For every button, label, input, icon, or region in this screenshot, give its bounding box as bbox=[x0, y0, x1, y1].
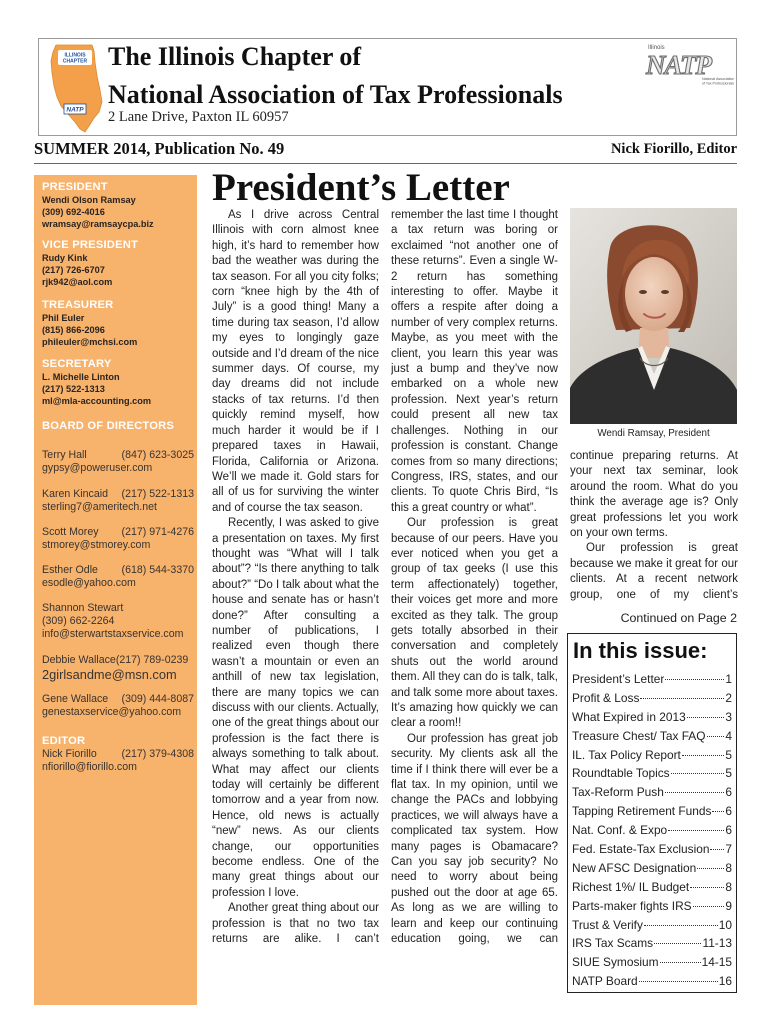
board-member-email: gypsy@poweruser.com bbox=[42, 462, 153, 474]
board-member-email: sterling7@ameritech.net bbox=[42, 501, 157, 513]
toc-item bbox=[572, 783, 732, 802]
officer-treasurer bbox=[42, 298, 194, 349]
toc-item-page: 6 bbox=[725, 823, 732, 838]
toc-item bbox=[572, 670, 732, 689]
board-member-email: esodle@yahoo.com bbox=[42, 577, 136, 589]
officer-president bbox=[42, 180, 194, 231]
toc-item-label: Richest 1%/ IL Budget bbox=[572, 879, 690, 894]
toc-item-label: Roundtable Topics bbox=[572, 766, 670, 781]
toc-item-page: 1 bbox=[725, 672, 732, 686]
board-member bbox=[42, 526, 194, 552]
toc-item-page: 11-13 bbox=[702, 936, 732, 951]
toc-item-page: 2 bbox=[725, 690, 732, 705]
officer-phone: (815) 866-2096 bbox=[42, 325, 105, 336]
board-member-name: Shannon Stewart bbox=[42, 602, 124, 614]
toc-item bbox=[572, 746, 732, 765]
board-member bbox=[42, 564, 194, 590]
board-member-name-line bbox=[42, 564, 194, 577]
toc-list bbox=[572, 670, 732, 991]
officer-phone: (217) 726-6707 bbox=[42, 265, 105, 276]
board-member-email: stmorey@stmorey.com bbox=[42, 539, 151, 551]
toc-item-label: Treasure Chest/ Tax FAQ bbox=[572, 728, 706, 743]
toc-item bbox=[572, 934, 732, 953]
board-member-name: Gene Wallace bbox=[42, 693, 109, 705]
board-member-phone: (309) 662-2264 bbox=[42, 615, 115, 627]
officer-name: Rudy Kink bbox=[42, 253, 88, 263]
officer-email: wramsay@ramsaycpa.biz bbox=[42, 219, 154, 230]
toc-item-page: 10 bbox=[718, 917, 732, 932]
officer-phone: (309) 692-4016 bbox=[42, 207, 105, 218]
toc-item bbox=[572, 821, 732, 840]
masthead-address: 2 Lane Drive, Paxton IL 60957 bbox=[108, 109, 289, 125]
officer-role: TREASURER bbox=[42, 299, 114, 311]
board-member-name-line bbox=[42, 654, 194, 667]
masthead-title-line1: The Illinois Chapter of bbox=[108, 42, 362, 71]
toc-leader bbox=[660, 961, 701, 963]
board-member-phone: (217) 971-4276 bbox=[121, 526, 194, 538]
toc-item bbox=[572, 840, 732, 859]
toc-leader bbox=[697, 867, 724, 869]
board-heading: BOARD OF DIRECTORS bbox=[42, 420, 175, 432]
board-member-name-line bbox=[42, 488, 194, 501]
editor-role: EDITOR bbox=[42, 735, 86, 747]
toc-item bbox=[572, 953, 732, 972]
editor-block bbox=[42, 734, 194, 774]
board-member-name: Scott Morey bbox=[42, 526, 99, 538]
officer-role: VICE PRESIDENT bbox=[42, 239, 139, 251]
toc-leader bbox=[707, 735, 725, 737]
illinois-chapter-logo bbox=[48, 42, 108, 134]
board-member-phone: (618) 544-3370 bbox=[121, 564, 194, 576]
toc-item-label: What Expired in 2013 bbox=[572, 709, 686, 724]
editor-name: Nick Fiorillo bbox=[42, 748, 97, 760]
officer-email: rjk942@aol.com bbox=[42, 277, 113, 288]
in-this-issue-box bbox=[567, 633, 737, 993]
toc-item bbox=[572, 708, 732, 727]
board-member-phone: (217) 522-1313 bbox=[121, 488, 194, 500]
paragraph: As I drive across Central Illinois with corn almost knee high, it’s hard to remember how bad the weather was during the tax season. For all you city folks; corn “knee high by the 4th of July” is a good thing! Many a time during tax season, I’d allow my eyes to longingly gaze outside and I’d dream of the nice summer days. Of course, my day dreams did not include stacks of tax returns. I’d then quickly remind myself, how much harder it would be if I prepared taxes in Hawaii, Florida, California or Arizona. We’ll we made it. Gold stars for all of us for surviving the winter and of course the tax season. bbox=[212, 209, 379, 514]
toc-item-label: SIUE Symosium bbox=[572, 955, 659, 970]
toc-item-label: Profit & Loss bbox=[572, 690, 640, 705]
toc-item-page: 4 bbox=[725, 728, 732, 743]
toc-item-page: 3 bbox=[725, 709, 732, 724]
board-heading-block bbox=[42, 419, 194, 433]
toc-leader bbox=[668, 829, 724, 831]
board-member-name-line bbox=[42, 693, 194, 706]
toc-item-page: 8 bbox=[725, 879, 732, 894]
masthead-title-line2: National Association of Tax Professionals bbox=[108, 80, 563, 109]
toc-item bbox=[572, 878, 732, 897]
article-column-2 bbox=[391, 208, 558, 994]
toc-heading: In this issue: bbox=[573, 638, 708, 663]
toc-leader bbox=[710, 848, 724, 850]
board-member-name-line bbox=[42, 449, 194, 462]
editor-email: nfiorillo@fiorillo.com bbox=[42, 761, 137, 773]
officer-email: ml@mla-accounting.com bbox=[42, 396, 152, 407]
paragraph: Recently, I was asked to give a presentation on taxes. My first thought was “What will I talk about”? “Is there anything to talk about?” “Do I talk about what the house and senate has or hasn’t done?” After consulting a number of publications, I realized even though there wasn’t a mountain or even an anthill of new tax legislation, there are many topics we can discuss with our clients. Actually, one of the great things about our profession is the fact there is always something to talk about. What may affect our clients today will certainly be different tomorrow and a year from now. Hence, old news is actually “new” news. As our clients change, our opportunities become endless. One of the many great things about our profession I love. bbox=[212, 517, 379, 899]
officer-phone: (217) 522-1313 bbox=[42, 384, 105, 395]
board-member bbox=[42, 488, 194, 514]
toc-item-label: NATP Board bbox=[572, 974, 638, 989]
board-member-phone: (217) 789-0239 bbox=[115, 654, 189, 666]
board-member bbox=[42, 449, 194, 475]
article-column-1 bbox=[212, 208, 379, 994]
toc-item bbox=[572, 764, 732, 783]
toc-leader bbox=[644, 924, 718, 926]
toc-item bbox=[572, 972, 732, 991]
paragraph: Our profession is great because we make it great for our clients. At a recent network group, one of my client’s bbox=[570, 542, 738, 601]
article-column-3 bbox=[570, 449, 738, 605]
svg-text:National Association: National Association bbox=[702, 77, 734, 81]
toc-item-page: 5 bbox=[725, 747, 732, 762]
toc-item-label: IL. Tax Policy Report bbox=[572, 747, 681, 762]
svg-text:ILLINOIS: ILLINOIS bbox=[64, 52, 86, 59]
paragraph: Another great thing about our profession is that no two tax returns are alike. I can’t bbox=[212, 902, 379, 946]
toc-item-page: 5 bbox=[725, 766, 732, 781]
paragraph: Our profession is great because of our peers. Have you ever noticed when you get a group of tax geeks (I use this term affectionately) together, their voices get more and more excited as they talk. The group gets totally absorbed in their conversation and completely shuts out the world around them. All they can do is talk, talk, and talk some more about taxes. It’s amazing how quickly we can clear a room!! bbox=[391, 517, 558, 730]
officer-name: Wendi Olson Ramsay bbox=[42, 195, 136, 205]
toc-item-page: 9 bbox=[725, 898, 732, 913]
toc-leader bbox=[665, 678, 724, 680]
toc-item-label: Nat. Conf. & Expo bbox=[572, 823, 668, 838]
board-member bbox=[42, 693, 194, 719]
board-member-name: Debbie Wallace bbox=[42, 654, 116, 666]
svg-text:CHAPTER: CHAPTER bbox=[62, 58, 88, 65]
toc-item-page: 6 bbox=[725, 804, 732, 819]
divider bbox=[34, 163, 737, 164]
president-photo bbox=[570, 208, 737, 424]
board-member bbox=[42, 654, 194, 682]
officers-sidebar bbox=[34, 175, 197, 1005]
toc-leader bbox=[682, 754, 725, 756]
toc-item-page: 16 bbox=[718, 974, 732, 989]
svg-text:NATP: NATP bbox=[646, 50, 712, 80]
board-member-email: info@sterwartstaxservice.com bbox=[42, 628, 184, 640]
toc-item bbox=[572, 897, 732, 916]
toc-item bbox=[572, 916, 732, 935]
toc-item bbox=[572, 859, 732, 878]
toc-item-label: New AFSC Designation bbox=[572, 860, 697, 875]
toc-item-label: IRS Tax Scams bbox=[572, 936, 654, 951]
board-member-email: 2girlsandme@msn.com bbox=[42, 667, 177, 682]
toc-item-label: Tapping Retirement Funds bbox=[572, 804, 712, 819]
issue-editor: Nick Fiorillo, Editor bbox=[610, 141, 737, 157]
toc-leader bbox=[712, 810, 724, 812]
toc-item bbox=[572, 689, 732, 708]
photo-caption: Wendi Ramsay, President bbox=[597, 428, 710, 439]
svg-text:of Tax Professionals: of Tax Professionals bbox=[702, 81, 734, 86]
article-heading: President’s Letter bbox=[212, 166, 510, 209]
issue-label: SUMMER 2014, Publication No. 49 bbox=[34, 139, 285, 158]
toc-leader bbox=[693, 905, 725, 907]
officer-name: Phil Euler bbox=[42, 313, 85, 323]
board-member bbox=[42, 602, 194, 641]
board-member-phone: (309) 444-8087 bbox=[121, 693, 194, 705]
toc-item-label: Trust & Verify bbox=[572, 917, 643, 932]
toc-item-label: Parts-maker fights IRS bbox=[572, 898, 692, 913]
board-member-name: Esther Odle bbox=[42, 564, 98, 576]
toc-leader bbox=[690, 886, 724, 888]
toc-leader bbox=[665, 791, 725, 793]
paragraph: Our profession has great job security. My clients ask all the time if I think there will ever be a flat tax. In my opinion, until we change the PACs and lobbying practices, we will always have a complicated tax system. How many pages is Obamacare? Can you say job security? No need to worry about being pushed out the door at age 65. As long as we are willing to learn and keep our continuing education going, we can bbox=[391, 732, 558, 946]
toc-leader bbox=[640, 697, 724, 699]
officer-role: PRESIDENT bbox=[42, 181, 108, 193]
officer-email: phileuler@mchsi.com bbox=[42, 337, 138, 348]
officer-secretary bbox=[42, 357, 194, 408]
toc-leader bbox=[639, 980, 718, 982]
continued-note: Continued on Page 2 bbox=[620, 611, 737, 625]
natp-logo bbox=[640, 42, 734, 92]
svg-text:Illinois: Illinois bbox=[648, 45, 665, 51]
editor-name-line bbox=[42, 748, 194, 761]
board-member-name: Karen Kincaid bbox=[42, 488, 108, 500]
toc-item-label: Fed. Estate-Tax Exclusion bbox=[572, 842, 710, 857]
paragraph: remember the last time I thought a tax return was boring or exclaimed “not another one of these returns”. Even a single W-2 return has something interesting to offer. Maybe it offers a respite after doing a number of very complex returns. Maybe, as you meet with the client, you learn this year was just a bump and they’ve now embarked on a whole new profession. Next year’s return could present all new tax challenges. Nothing in our profession is constant. Change comes from so many directions; Congress, IRS, states, and our clients. To quote Chris Bird, “Is this a great country or what”. bbox=[391, 209, 558, 514]
toc-leader bbox=[687, 716, 725, 718]
officer-name: L. Michelle Linton bbox=[42, 372, 120, 382]
toc-item-label: Tax-Reform Push bbox=[572, 785, 664, 800]
toc-item bbox=[572, 727, 732, 746]
board-member-email: genestaxservice@yahoo.com bbox=[42, 706, 182, 718]
toc-leader bbox=[671, 772, 725, 774]
toc-item-label: President’s Letter bbox=[572, 672, 665, 686]
board-member-name: Terry Hall bbox=[42, 449, 87, 461]
toc-leader bbox=[654, 942, 701, 944]
officer-vice-president bbox=[42, 238, 194, 289]
toc-item-page: 6 bbox=[725, 785, 732, 800]
paragraph: continue preparing returns. At your next tax seminar, look around the room. What do you think the average age is? Only great professions let you work on your own terms. bbox=[570, 450, 738, 540]
board-member-phone: (847) 623-3025 bbox=[121, 449, 194, 461]
officer-role: SECRETARY bbox=[42, 358, 112, 370]
toc-item-page: 14-15 bbox=[701, 955, 732, 970]
toc-item-page: 8 bbox=[725, 860, 732, 875]
board-member-name-line bbox=[42, 526, 194, 539]
toc-item-page: 7 bbox=[725, 842, 732, 857]
editor-phone: (217) 379-4308 bbox=[121, 748, 194, 760]
toc-item bbox=[572, 802, 732, 821]
svg-text:NATP: NATP bbox=[66, 106, 84, 114]
